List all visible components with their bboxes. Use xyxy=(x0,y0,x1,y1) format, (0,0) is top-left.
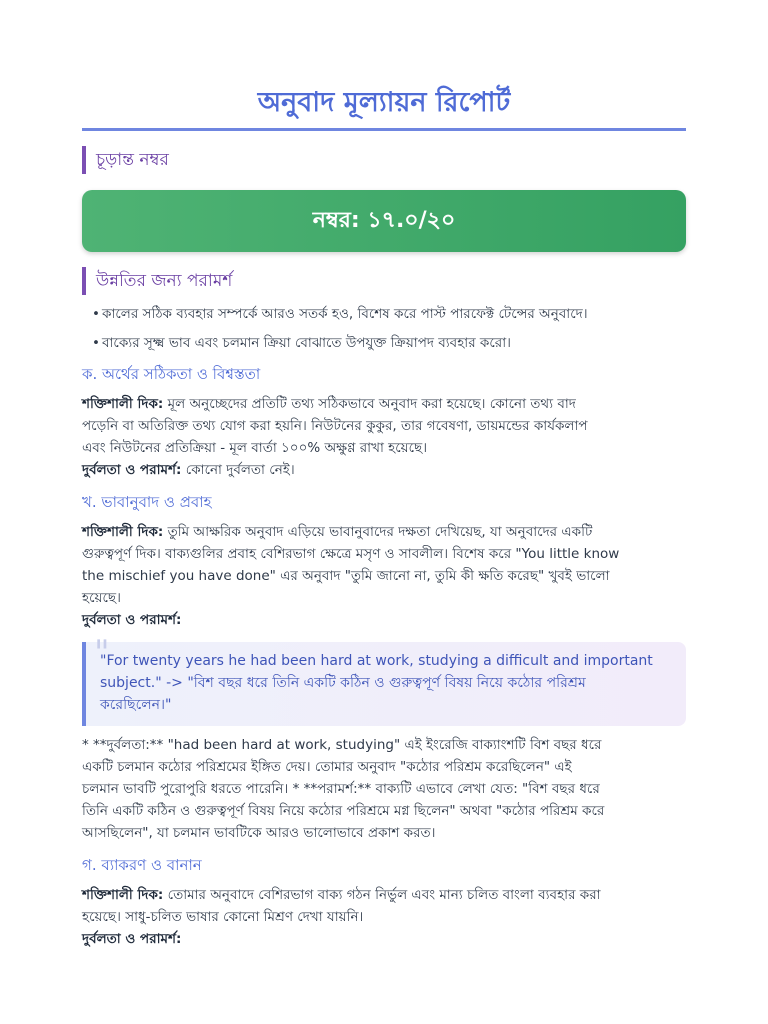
strength-line: শক্তিশালী দিক: তোমার অনুবাদে বেশিরভাগ বাক্য গঠন নির্ভুল এবং মান্য চলিত বাংলা ব্যবহার করা xyxy=(82,887,601,903)
note-line: আসছিলেন", যা চলমান ভাবটিকে আরও ভালোভাবে প্রকাশ করত। xyxy=(82,825,436,841)
quote-block xyxy=(82,633,686,726)
suggestion-item: • কালের সঠিক ব্যবহার সম্পর্কে আরও সতর্ক হও, বিশেষ করে পাস্ট পারফেক্ট টেন্সের অনুবাদে। xyxy=(92,306,588,322)
weakness-label: দুর্বলতা ও পরামর্শ: xyxy=(82,612,182,628)
strength-label: শক্তিশালী দিক: xyxy=(82,887,164,903)
suggestions-heading: উন্নতির জন্য পরামর্শ xyxy=(82,267,232,295)
weakness-line xyxy=(82,928,688,950)
note-line: * **দুর্বলতা:** "had been hard at work, studying" এই ইংরেজি বাক্যাংশটি বিশ বছর ধরে xyxy=(82,737,602,753)
section-c-body xyxy=(82,884,688,950)
section-a-body xyxy=(82,393,688,481)
note-line: তিনি একটি কঠিন ও গুরুত্বপূর্ণ বিষয় নিয়ে কঠোর পরিশ্রমে মগ্ন ছিলেন" অথবা "কঠোর পরিশ্রম করে xyxy=(82,803,605,819)
suggestion-list xyxy=(92,305,692,363)
strength-line: হয়েছে। সাধু-চলিত ভাষার কোনো মিশ্রণ দেখা যায়নি। xyxy=(82,909,364,925)
strength-line: এবং নিউটনের প্রতিক্রিয়া - মূল বার্তা ১০০% অক্ষুণ্ণ রাখা হয়েছে। xyxy=(82,440,428,456)
strength-line: the mischief you have done" এর অনুবাদ "তুমি জানো না, তুমি কী ক্ষতি করেছ" খুবই ভালো xyxy=(82,568,610,584)
weakness-label: দুর্বলতা ও পরামর্শ: xyxy=(82,931,182,947)
strength-label: শক্তিশালী দিক: xyxy=(82,396,164,412)
quote-text: "For twenty years he had been hard at work, studying a difficult and important subject." -> "বিশ বছর ধরে তিনি একটি কঠিন ও গুরুত্বপূর্ণ বিষয় নিয়ে কঠোর পরিশ্রম করেছিলেন।" xyxy=(100,653,653,713)
section-b-notes xyxy=(82,734,688,844)
note-line: একটি চলমান কঠোর পরিশ্রমের ইঙ্গিত দেয়। তোমার অনুবাদ "কঠোর পরিশ্রম করেছিলেন" এই xyxy=(82,759,572,775)
section-b-body xyxy=(82,521,688,631)
final-score-heading: চূড়ান্ত নম্বর xyxy=(82,146,169,174)
quote-mark-icon: " xyxy=(94,633,110,673)
section-a-heading: ক. অর্থের সঠিকতা ও বিশ্বস্ততা xyxy=(82,365,261,383)
strength-line: গুরুত্বপূর্ণ দিক। বাক্যগুলির প্রবাহ বেশিরভাগ ক্ষেত্রে মসৃণ ও সাবলীল। বিশেষ করে "You little know xyxy=(82,546,620,562)
page-title: অনুবাদ মূল্যায়ন রিপোর্ট xyxy=(257,87,511,118)
score-banner: নম্বর: ১৭.০/২০ xyxy=(82,190,686,252)
strength-line: শক্তিশালী দিক: তুমি আক্ষরিক অনুবাদ এড়িয়ে ভাবানুবাদের দক্ষতা দেখিয়েছ, যা অনুবাদের একটি xyxy=(82,524,593,540)
strength-line: হয়েছে। xyxy=(82,590,121,606)
weakness-label: দুর্বলতা ও পরামর্শ: xyxy=(82,462,182,478)
title-divider xyxy=(82,128,686,131)
note-line: চলমান ভাবটি পুরোপুরি ধরতে পারেনি। * **পরামর্শ:** বাক্যটি এভাবে লেখা যেত: "বিশ বছর ধরে xyxy=(82,781,600,797)
strength-line: পড়েনি বা অতিরিক্ত তথ্য যোগ করা হয়নি। নিউটনের কুকুর, তার গবেষণা, ডায়মন্ডের কার্যকলাপ xyxy=(82,418,588,434)
strength-line: শক্তিশালী দিক: মূল অনুচ্ছেদের প্রতিটি তথ্য সঠিকভাবে অনুবাদ করা হয়েছে। কোনো তথ্য বাদ xyxy=(82,396,576,412)
strength-label: শক্তিশালী দিক: xyxy=(82,524,164,540)
weakness-line xyxy=(82,609,688,631)
weakness-line: দুর্বলতা ও পরামর্শ: কোনো দুর্বলতা নেই। xyxy=(82,462,295,478)
section-b-heading: খ. ভাবানুবাদ ও প্রবাহ xyxy=(82,493,212,511)
suggestion-item: • বাক্যের সূক্ষ্ম ভাব এবং চলমান ক্রিয়া বোঝাতে উপযুক্ত ক্রিয়াপদ ব্যবহার করো। xyxy=(92,335,511,351)
section-c-heading: গ. ব্যাকরণ ও বানান xyxy=(82,856,202,874)
